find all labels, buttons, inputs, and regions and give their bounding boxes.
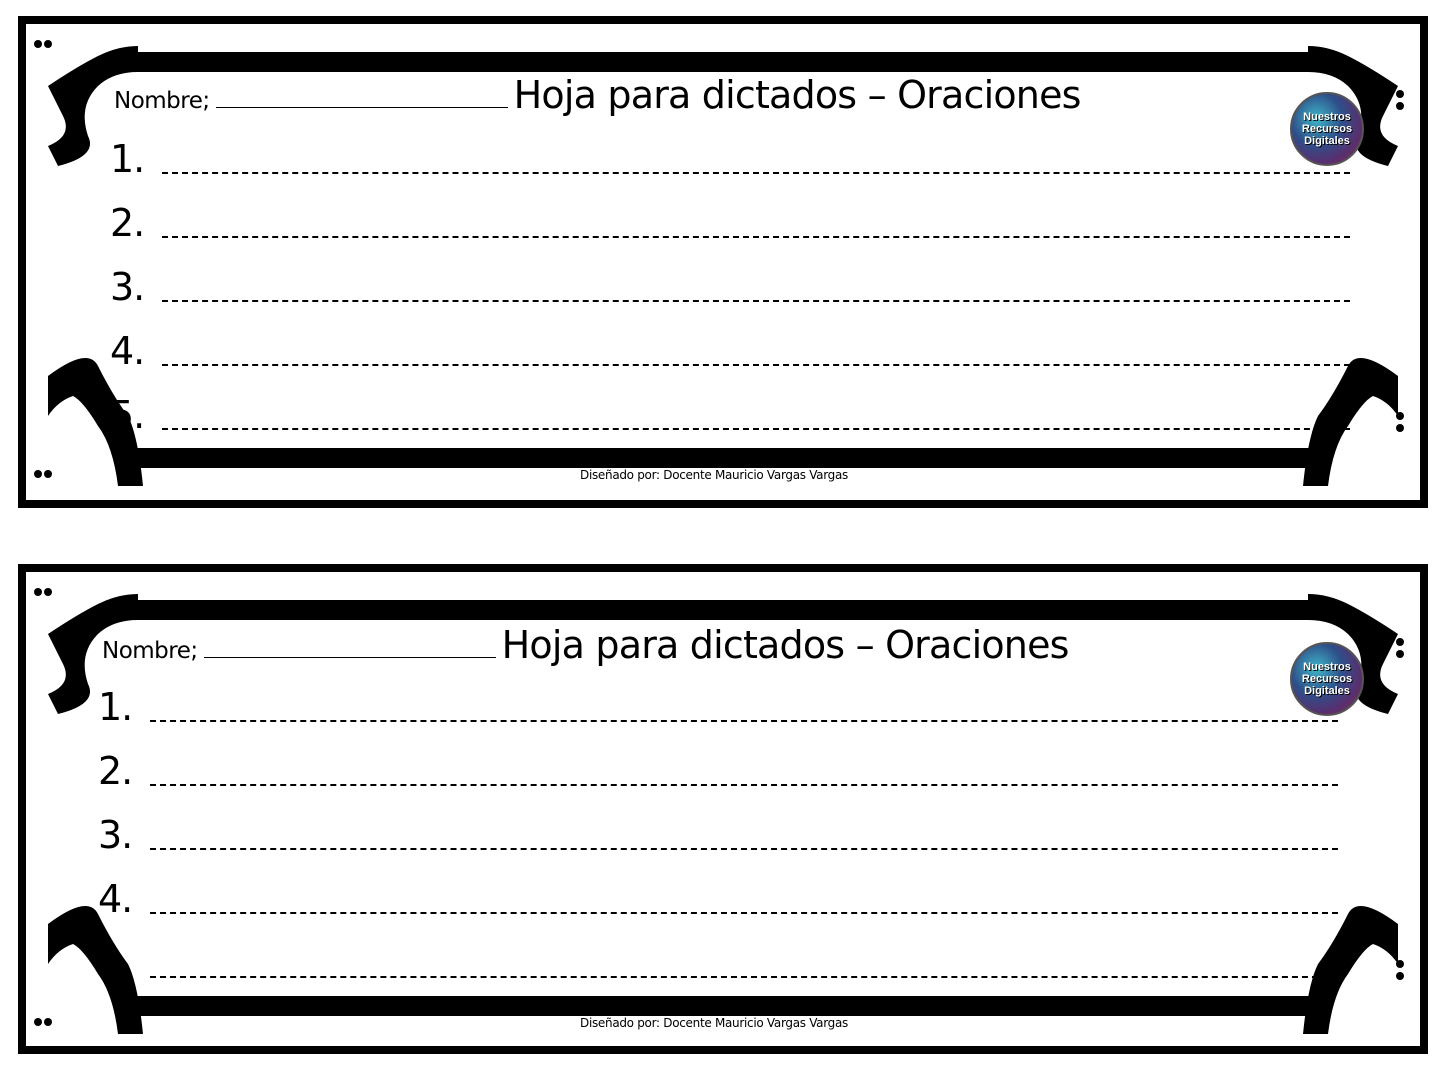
logo-text: Nuestros	[1303, 110, 1351, 123]
dashed-rule	[150, 911, 1338, 914]
line-number: 5.	[98, 941, 133, 985]
writing-line[interactable]	[110, 201, 1350, 245]
writing-line[interactable]	[110, 393, 1350, 437]
header-row	[102, 623, 1069, 667]
name-input-line[interactable]	[216, 106, 508, 108]
sheet-title: Hoja para dictados – Oraciones	[513, 73, 1081, 117]
writing-line[interactable]	[98, 685, 1338, 729]
designer-credit: Diseñado por: Docente Mauricio Vargas Vargas	[580, 468, 848, 482]
line-number: 3.	[98, 813, 133, 857]
header-row	[114, 73, 1081, 117]
logo-text: Digitales	[1304, 685, 1350, 698]
logo-text: Nuestros	[1303, 660, 1351, 673]
name-label: Nombre;	[114, 88, 210, 114]
writing-line[interactable]	[110, 329, 1350, 373]
writing-line[interactable]	[98, 749, 1338, 793]
dictation-sheet-2	[18, 564, 1428, 1054]
dashed-rule	[150, 975, 1338, 978]
line-number: 2.	[110, 201, 145, 245]
line-number: 4.	[98, 877, 133, 921]
dashed-rule	[150, 783, 1338, 786]
line-number: 1.	[110, 137, 145, 181]
dictation-sheet-1	[18, 16, 1428, 508]
dashed-rule	[150, 847, 1338, 850]
dashed-rule	[162, 235, 1350, 238]
line-number: 5.	[110, 393, 145, 437]
dashed-rule	[162, 427, 1350, 430]
sheet-title: Hoja para dictados – Oraciones	[501, 623, 1069, 667]
dashed-rule	[162, 363, 1350, 366]
line-number: 4.	[110, 329, 145, 373]
writing-line[interactable]	[98, 877, 1338, 921]
designer-credit: Diseñado por: Docente Mauricio Vargas Vargas	[580, 1016, 848, 1030]
name-label: Nombre;	[102, 638, 198, 664]
dashed-rule	[162, 171, 1350, 174]
dashed-rule	[162, 299, 1350, 302]
logo-text: Digitales	[1304, 135, 1350, 148]
writing-line[interactable]	[110, 265, 1350, 309]
line-number: 2.	[98, 749, 133, 793]
writing-line[interactable]	[110, 137, 1350, 181]
name-input-line[interactable]	[204, 656, 496, 658]
line-number: 1.	[98, 685, 133, 729]
logo-text: Recursos	[1301, 122, 1353, 135]
dashed-rule	[150, 719, 1338, 722]
logo-text: Recursos	[1301, 672, 1353, 685]
line-number: 3.	[110, 265, 145, 309]
writing-line[interactable]	[98, 941, 1338, 985]
writing-line[interactable]	[98, 813, 1338, 857]
